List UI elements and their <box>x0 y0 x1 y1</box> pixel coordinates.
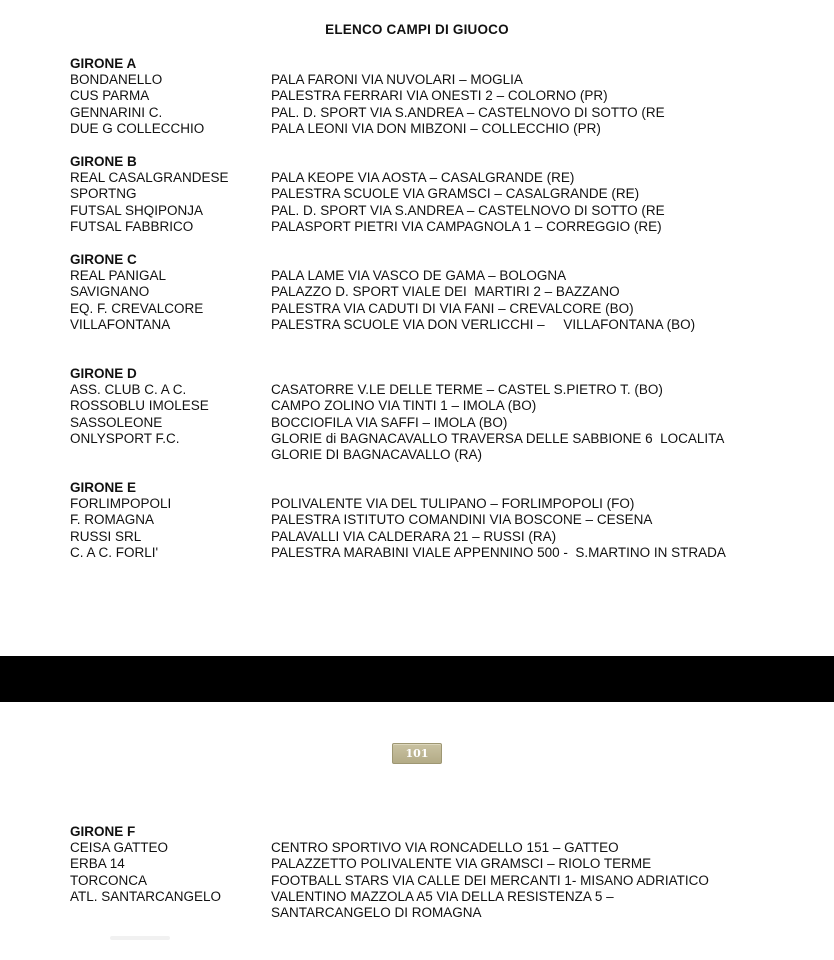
table-row <box>70 873 790 889</box>
table-row <box>70 121 790 137</box>
venue-address: PALESTRA FERRARI VIA ONESTI 2 – COLORNO (PR) <box>271 88 608 104</box>
table-row <box>70 301 790 317</box>
table-row <box>70 268 790 284</box>
team-name: F. ROMAGNA <box>70 512 155 528</box>
table-row <box>70 496 790 512</box>
group-title: GIRONE A <box>70 56 137 71</box>
table-row-continuation <box>70 905 790 921</box>
table-row <box>70 284 790 300</box>
table-row <box>70 398 790 414</box>
venue-address: PALA LAME VIA VASCO DE GAMA – BOLOGNA <box>271 268 567 283</box>
team-name: RUSSI SRL <box>70 528 142 544</box>
venue-address: PAL. D. SPORT VIA S.ANDREA – CASTELNOVO DI SOTTO (RE <box>271 104 665 120</box>
team-name: BONDANELLO <box>70 72 163 87</box>
group-title: GIRONE E <box>70 480 137 495</box>
team-name: EQ. F. CREVALCORE <box>70 300 204 316</box>
team-name: CEISA GATTEO <box>70 840 169 855</box>
team-name: FORLIMPOPOLI <box>70 496 172 511</box>
venue-address: PALAZZO D. SPORT VIALE DEI MARTIRI 2 – BAZZANO <box>271 284 620 300</box>
venue-address: CASATORRE V.LE DELLE TERME – CASTEL S.PIETRO T. (BO) <box>271 382 663 397</box>
team-name: SPORTNG <box>70 186 137 202</box>
table-row <box>70 203 790 219</box>
team-name: DUE G COLLECCHIO <box>70 120 205 136</box>
team-name: SAVIGNANO <box>70 284 150 300</box>
venue-address: PALASPORT PIETRI VIA CAMPAGNOLA 1 – CORREGGIO (RE) <box>271 218 662 234</box>
venue-address: PALESTRA SCUOLE VIA DON VERLICCHI – VILLAFONTANA (BO) <box>271 316 696 332</box>
group-title: GIRONE F <box>70 824 136 839</box>
team-name: GENNARINI C. <box>70 104 163 120</box>
team-name: TORCONCA <box>70 872 148 888</box>
venue-address: PALAVALLI VIA CALDERARA 21 – RUSSI (RA) <box>271 528 557 544</box>
venue-address: PALAZZETTO POLIVALENTE VIA GRAMSCI – RIOLO TERME <box>271 856 652 872</box>
venue-address: FOOTBALL STARS VIA CALLE DEI MERCANTI 1- MISANO ADRIATICO <box>271 872 709 888</box>
group-title: GIRONE B <box>70 154 137 169</box>
team-name: FUTSAL FABBRICO <box>70 218 194 234</box>
table-row <box>70 170 790 186</box>
venue-address: PAL. D. SPORT VIA S.ANDREA – CASTELNOVO DI SOTTO (RE <box>271 202 665 218</box>
group-girone-f <box>70 824 790 921</box>
team-name: REAL CASALGRANDESE <box>70 170 229 185</box>
table-row <box>70 382 790 398</box>
venue-address: PALA LEONI VIA DON MIBZONI – COLLECCHIO (PR) <box>271 120 601 136</box>
table-row <box>70 88 790 104</box>
venue-address: POLIVALENTE VIA DEL TULIPANO – FORLIMPOPOLI (FO) <box>271 496 635 511</box>
document-title: ELENCO CAMPI DI GIUOCO <box>325 22 509 37</box>
team-name: ROSSOBLU IMOLESE <box>70 398 209 414</box>
table-row <box>70 889 790 905</box>
table-row <box>70 186 790 202</box>
group-title: GIRONE D <box>70 366 137 381</box>
table-row <box>70 529 790 545</box>
team-name: FUTSAL SHQIPONJA <box>70 202 204 218</box>
team-name: SASSOLEONE <box>70 414 163 430</box>
group-girone-a <box>70 56 790 137</box>
venue-address-continuation: GLORIE DI BAGNACAVALLO (RA) <box>271 447 483 463</box>
venue-address: PALESTRA VIA CADUTI DI VIA FANI – CREVALCORE (BO) <box>271 300 634 316</box>
group-title: GIRONE C <box>70 252 137 267</box>
venue-address: CENTRO SPORTIVO VIA RONCADELLO 151 – GATTEO <box>271 840 619 855</box>
table-row <box>70 317 790 333</box>
team-name: CUS PARMA <box>70 88 150 104</box>
team-name: ATL. SANTARCANGELO <box>70 888 222 904</box>
table-row <box>70 856 790 872</box>
venue-address: VALENTINO MAZZOLA A5 VIA DELLA RESISTENZA 5 – <box>271 888 614 904</box>
team-name: ONLYSPORT F.C. <box>70 430 180 446</box>
team-name: C. A C. FORLI' <box>70 544 159 560</box>
team-name: ASS. CLUB C. A C. <box>70 382 187 397</box>
group-girone-e <box>70 480 790 561</box>
table-row <box>70 840 790 856</box>
table-row <box>70 219 790 235</box>
venue-address: PALA FARONI VIA NUVOLARI – MOGLIA <box>271 72 523 87</box>
table-row <box>70 545 790 561</box>
page-divider-band <box>0 656 834 702</box>
team-name: REAL PANIGAL <box>70 268 167 283</box>
scan-artifact <box>110 936 170 940</box>
group-girone-b <box>70 154 790 235</box>
table-row <box>70 415 790 431</box>
venue-address-continuation: SANTARCANGELO DI ROMAGNA <box>271 905 482 921</box>
venue-address: PALESTRA MARABINI VIALE APPENNINO 500 - S.MARTINO IN STRADA <box>271 544 726 560</box>
venue-address: GLORIE di BAGNACAVALLO TRAVERSA DELLE SABBIONE 6 LOCALITA <box>271 430 725 446</box>
table-row <box>70 72 790 88</box>
page-number-badge: 101 <box>392 743 442 764</box>
team-name: ERBA 14 <box>70 856 125 872</box>
table-row <box>70 431 790 447</box>
venue-address: BOCCIOFILA VIA SAFFI – IMOLA (BO) <box>271 414 508 430</box>
venue-address: PALESTRA SCUOLE VIA GRAMSCI – CASALGRANDE (RE) <box>271 186 640 202</box>
table-row <box>70 512 790 528</box>
team-name: VILLAFONTANA <box>70 316 171 332</box>
table-row-continuation <box>70 447 790 463</box>
group-girone-c <box>70 252 790 333</box>
venue-address: PALA KEOPE VIA AOSTA – CASALGRANDE (RE) <box>271 170 575 185</box>
group-girone-d <box>70 366 790 463</box>
table-row <box>70 105 790 121</box>
venue-address: CAMPO ZOLINO VIA TINTI 1 – IMOLA (BO) <box>271 398 537 414</box>
venue-address: PALESTRA ISTITUTO COMANDINI VIA BOSCONE – CESENA <box>271 512 653 528</box>
